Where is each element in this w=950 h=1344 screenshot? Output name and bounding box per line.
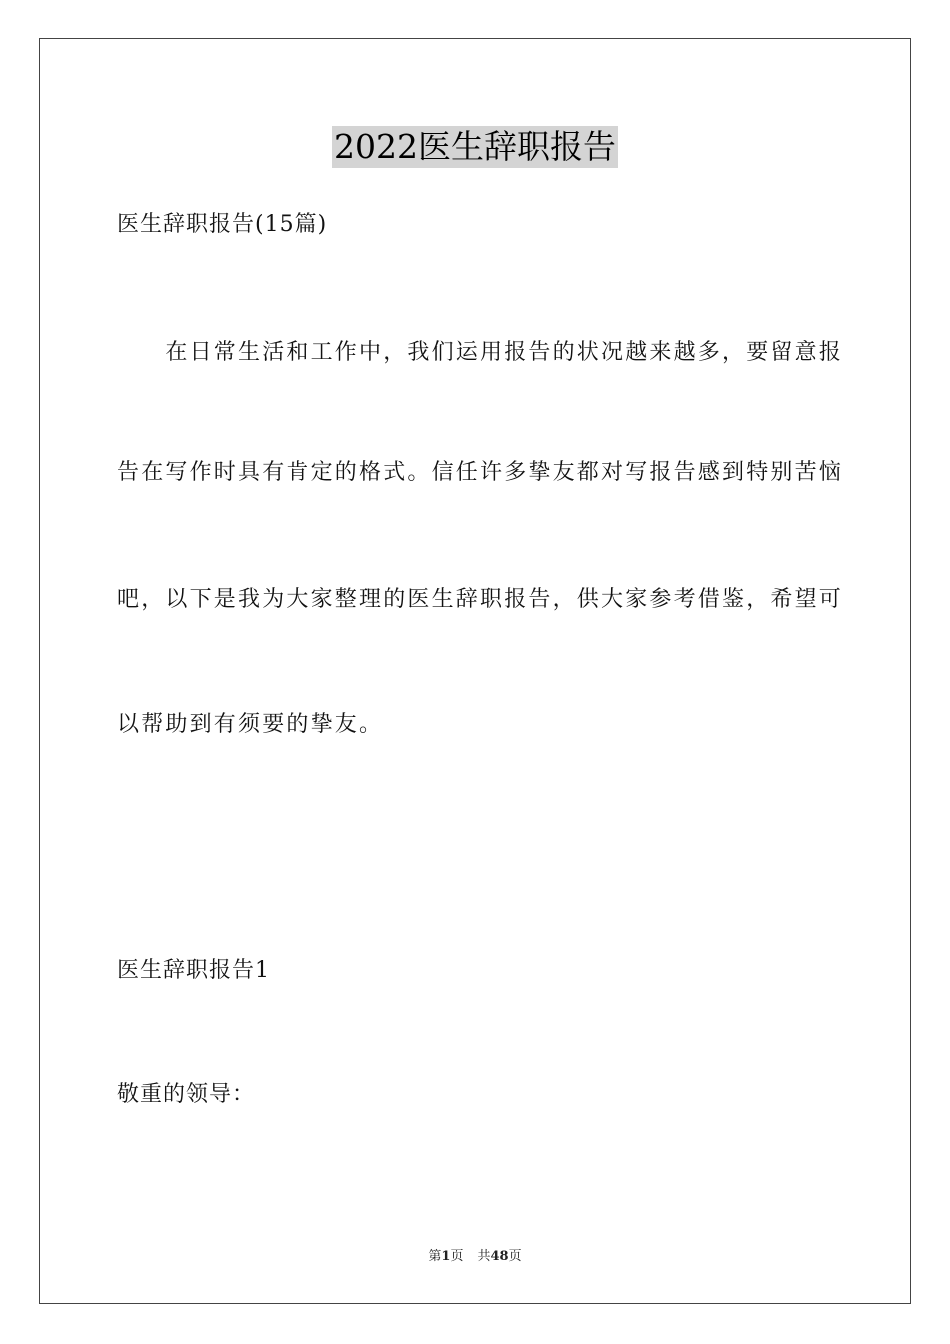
footer-total-suffix: 页 — [508, 1249, 522, 1264]
page-footer — [0, 1248, 950, 1266]
intro-line-1: 在日常生活和工作中，我们运用报告的状况越来越多，要留意报 — [117, 340, 844, 365]
intro-line-4: 以帮助到有须要的挚友。 — [117, 712, 384, 737]
document-title: 2022医生辞职报告 — [334, 127, 616, 166]
title-container — [0, 126, 950, 168]
footer-total-prefix: 共 — [477, 1249, 491, 1264]
intro-line-3: 吧，以下是我为大家整理的医生辞职报告，供大家参考借鉴，希望可 — [117, 587, 844, 612]
salutation: 敬重的领导： — [117, 1082, 256, 1107]
footer-total-pages: 48 — [490, 1249, 509, 1264]
section-heading: 医生辞职报告1 — [117, 958, 270, 983]
footer-page-suffix: 页 — [450, 1249, 464, 1264]
document-subtitle: 医生辞职报告(15篇) — [117, 212, 328, 237]
footer-page-prefix: 第 — [428, 1249, 442, 1264]
footer-current-page: 1 — [441, 1249, 451, 1264]
intro-line-2: 告在写作时具有肯定的格式。信任许多挚友都对写报告感到特别苦恼 — [117, 460, 844, 485]
